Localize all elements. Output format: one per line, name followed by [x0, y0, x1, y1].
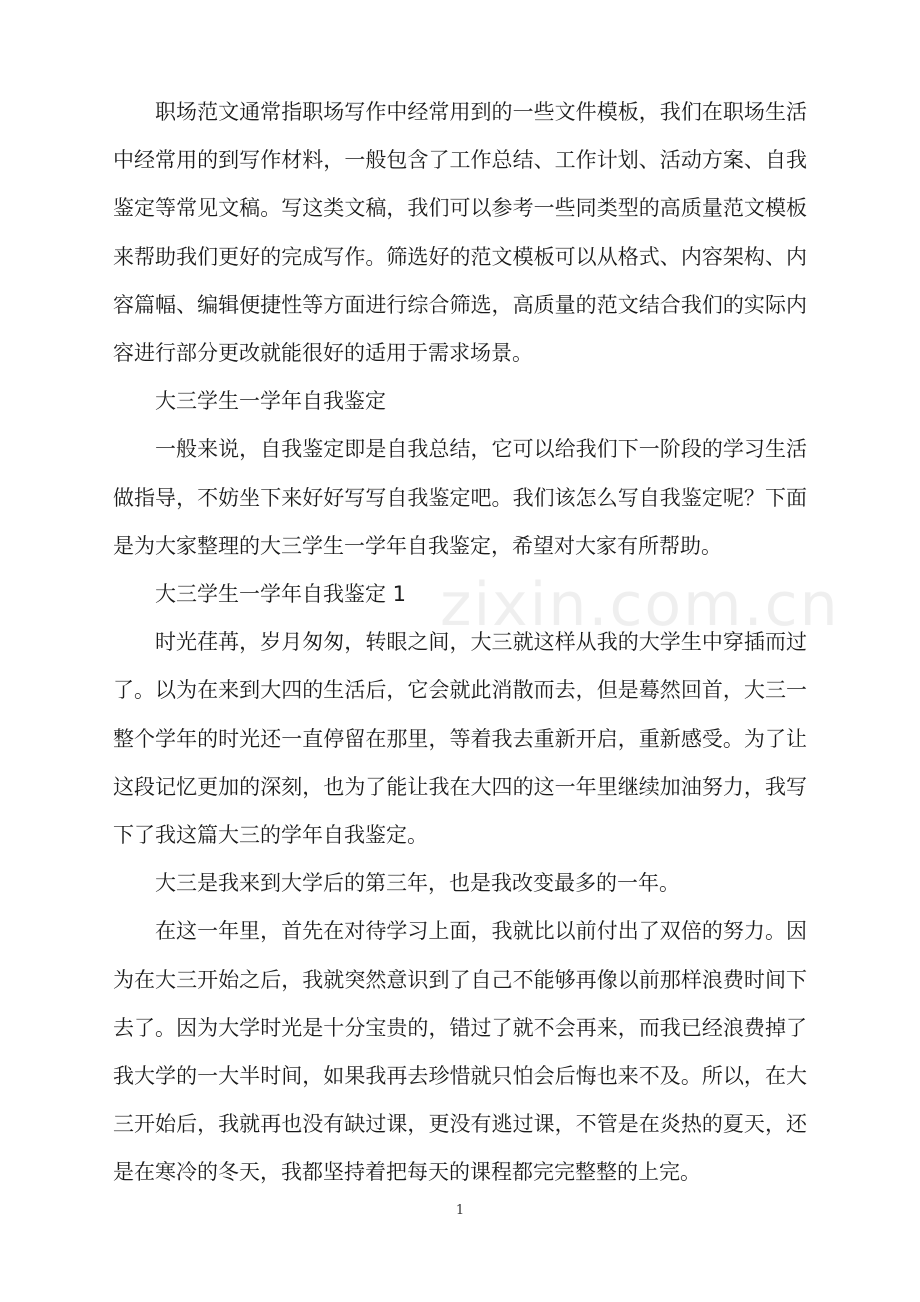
body-paragraph: 大三是我来到大学后的第三年，也是我改变最多的一年。 [155, 871, 680, 896]
body-paragraph: 时光荏苒，岁月匆匆，转眼之间，大三就这样从我的大学生中穿插而过了。以为在来到大四的生活后，它会就此消散而去，但是蓦然回首，大三一整个学年的时光还一直停留在那里，等着我去重新开启，重新感受。为了让这段记忆更加的深刻，也为了能让我在大四的这一年里继续加油努力，我写下了我这篇大三的学年自我鉴定。 [113, 630, 807, 848]
watermark: zixin.com.cn [440, 570, 840, 640]
body-paragraph: 在这一年里，首先在对待学习上面，我就比以前付出了双倍的努力。因为在大三开始之后，我就突然意识到了自己不能够再像以前那样浪费时间下去了。因为大学时光是十分宝贵的，错过了就不会再来，而我已经浪费掉了我大学的一大半时间，如果我再去珍惜就只怕会后悔也来不及。所以，在大三开始后，我就再也没有缺过课，更没有逃过课，不管是在炎热的夏天，还是在寒冷的冬天，我都坚持着把每天的课程都完完整整的上完。 [113, 919, 807, 1185]
intro-paragraph: 职场范文通常指职场写作中经常用到的一些文件模板，我们在职场生活中经常用的到写作材料，一般包含了工作总结、工作计划、活动方案、自我鉴定等常见文稿。写这类文稿，我们可以参考一些同类型的高质量范文模板来帮助我们更好的完成写作。筛选好的范文模板可以从格式、内容架构、内容篇幅、编辑便捷性等方面进行综合筛选，高质量的范文结合我们的实际内容进行部分更改就能很好的适用于需求场景。 [113, 100, 807, 366]
document-title: 大三学生一学年自我鉴定 [155, 389, 386, 414]
page-number: 1 [455, 1203, 465, 1218]
section-heading: 大三学生一学年自我鉴定 1 [155, 582, 407, 607]
document-body [113, 88, 807, 1197]
preface-paragraph: 一般来说，自我鉴定即是自我总结，它可以给我们下一阶段的学习生活做指导，不妨坐下来好好写写自我鉴定吧。我们该怎么写自我鉴定呢？下面是为大家整理的大三学生一学年自我鉴定，希望对大家有所帮助。 [113, 437, 807, 558]
